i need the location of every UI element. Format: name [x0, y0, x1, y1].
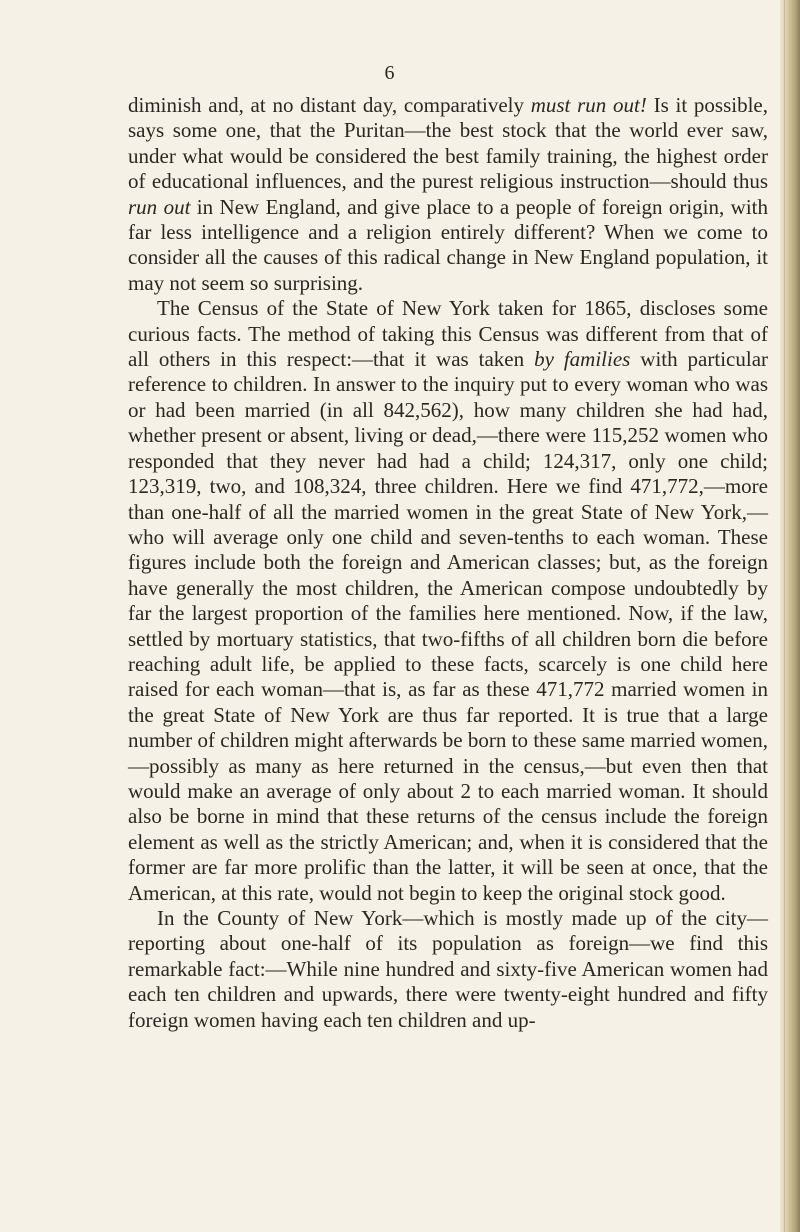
page-number: 6 — [384, 62, 396, 84]
text-run: with particular reference to children. In answer to the inquiry put to every woman who was or had been married (in all 842,562), how many children she had had, whether present or absent, living or dead,—there were 115,252 women who responded that they never had had a child; 124,317, only one child; 123,319, two, and 108,324, three children. Here we find 471,772,—more than one-half of all the married women in the great State of New York,—who will average only one child and seven-tenths to each woman. These figures include both the foreign and American classes; but, as the foreign have generally the most children, the American compose undoubtedly by far the largest proportion of the families here mentioned. Now, if the law, settled by mortuary statistics, that two-fifths of all children born die before reaching adult life, be applied to these facts, scarcely is one child here raised for each woman—that is, as far as these 471,772 married women in the great State of New York are thus far reported. It is true that a large number of children might afterwards be born to these same married women,—possibly as many as here returned in the census,—but even then that would make an average of only about 2 to each married woman. It should also be borne in mind that these returns of the census include the foreign element as well as the strictly American; and, when it is considered that the former are far more prolific than the latter, it will be seen at once, that the American, at this rate, would not begin to keep the original stock good. — [128, 347, 769, 905]
paragraph-1 — [128, 93, 768, 296]
text-run: diminish and, at no distant day, comparatively — [128, 93, 531, 117]
italic-run: run out — [128, 194, 191, 219]
page-binding-edge — [780, 0, 800, 1232]
text-run: The Census of the State of New York taken for 1865, discloses some curious facts. The method of taking this Census was different from that of all others in this respect:—that it was taken — [128, 296, 768, 372]
text-run: In the County of New York—which is mostly made up of the city—reporting about one-half of its population as foreign—we find this remarkable fact:—While nine hundred and sixty-five American women had each ten children and upwards, there were twenty-eight hundred and fifty foreign women having each ten children and up- — [128, 906, 768, 1032]
paragraph-3 — [128, 906, 768, 1033]
italic-run: by families — [534, 347, 631, 372]
italic-run: must run out! — [530, 93, 647, 117]
text-run: in New England, and give place to a people of foreign origin, with far less intelligence and a religion entirely different? When we come to consider all the causes of this radical change in New England population, it may not seem so surprising. — [128, 194, 768, 295]
paragraph-2 — [128, 296, 768, 906]
page-body — [128, 93, 768, 1033]
text-run: Is it possible, says some one, that the Puritan—the best stock that the world ever saw, under what would be considered the best family training, the highest order of educational influences, and the purest religious instruction—should thus — [128, 93, 769, 194]
